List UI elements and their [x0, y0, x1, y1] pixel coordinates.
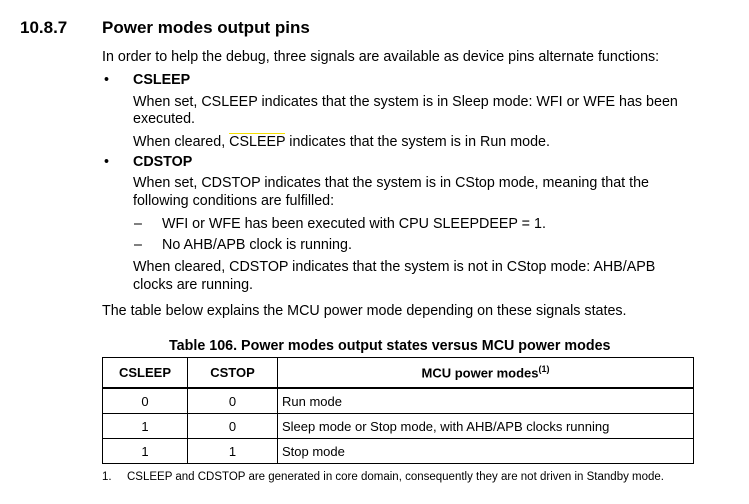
cell: 1	[103, 439, 188, 464]
header-mcu-power-modes	[278, 358, 694, 389]
bullet-icon: •	[104, 72, 110, 88]
csleep-set-text: When set, CSLEEP indicates that the system is in Sleep mode: WFI or WFE has been	[133, 94, 678, 110]
cell: 0	[103, 388, 188, 414]
csleep-cleared-text	[133, 133, 550, 151]
csleep-set-text-2: executed.	[133, 111, 195, 127]
cdstop-set-text-2: following conditions are fulfilled:	[133, 193, 335, 209]
text: When cleared,	[133, 134, 230, 150]
cell: 0	[188, 414, 278, 439]
cell: Stop mode	[278, 439, 694, 464]
table-header-row	[103, 358, 694, 389]
condition-item: WFI or WFE has been executed with CPU SLEEPDEEP = 1.	[162, 216, 546, 232]
cell: 1	[103, 414, 188, 439]
dash-icon: –	[134, 216, 142, 232]
cdstop-cleared-text-2: clocks are running.	[133, 277, 253, 293]
cdstop-set-text: When set, CDSTOP indicates that the system is in CStop mode, meaning that the	[133, 175, 650, 191]
intro-text: In order to help the debug, three signals are available as device pins alternate functions:	[102, 49, 660, 65]
cell: Sleep mode or Stop mode, with AHB/APB clocks running	[278, 414, 694, 439]
cell: 1	[188, 439, 278, 464]
section-title: Power modes output pins	[102, 18, 310, 37]
cdstop-cleared-text: When cleared, CDSTOP indicates that the system is not in CStop mode: AHB/APB	[133, 259, 656, 275]
table-row	[103, 414, 694, 439]
cell: Run mode	[278, 388, 694, 414]
condition-item: No AHB/APB clock is running.	[162, 237, 352, 253]
table-row	[103, 388, 694, 414]
header-csleep: CSLEEP	[103, 358, 188, 389]
table-row	[103, 439, 694, 464]
section-number: 10.8.7	[20, 18, 68, 37]
footnote-ref: (1)	[538, 364, 550, 375]
highlighted-term: CSLEEP	[229, 134, 286, 150]
table-caption: Table 106. Power modes output states versus MCU power modes	[169, 338, 611, 354]
table-intro: The table below explains the MCU power mode depending on these signals states.	[102, 303, 627, 319]
cell: 0	[188, 388, 278, 414]
footnote-number: 1.	[102, 471, 112, 483]
dash-icon: –	[134, 237, 142, 253]
header-text: MCU power modes	[421, 365, 539, 381]
header-cstop: CSTOP	[188, 358, 278, 389]
cdstop-heading: CDSTOP	[133, 154, 193, 170]
bullet-icon: •	[104, 154, 110, 170]
footnote-text: CSLEEP and CDSTOP are generated in core domain, consequently they are not driven in Standby mode.	[127, 471, 664, 483]
csleep-heading: CSLEEP	[133, 72, 191, 88]
text: indicates that the system is in Run mode.	[285, 134, 550, 150]
power-modes-table	[102, 357, 694, 464]
